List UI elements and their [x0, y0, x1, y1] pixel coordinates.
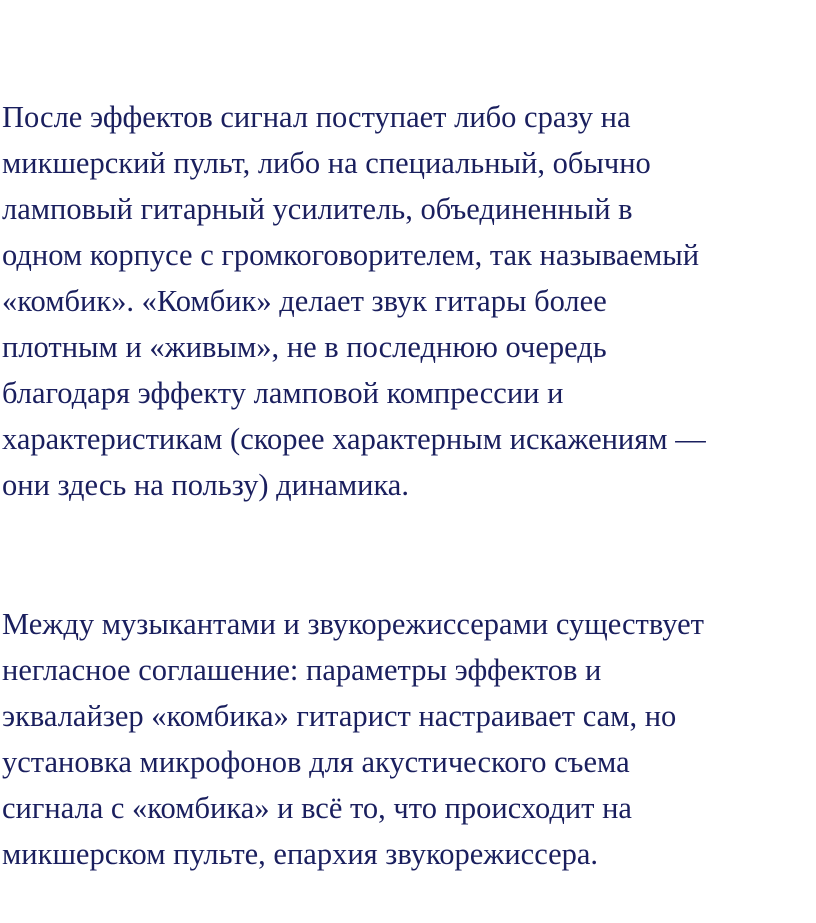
text-line: «комбик». «Комбик» делает звук гитары более	[2, 284, 607, 318]
text-line: плотным и «живым», не в последнюю очередь	[2, 330, 607, 364]
text-line: эквалайзер «комбика» гитарист настраивает сам, но	[2, 699, 677, 733]
text-line: сигнала с «комбика» и всё то, что происходит на	[2, 791, 632, 825]
text-line: После эффектов сигнал поступает либо сразу на	[2, 100, 631, 134]
text-line: установка микрофонов для акустического съема	[2, 745, 630, 779]
text-line: благодаря эффекту ламповой компрессии и	[2, 376, 564, 410]
text-line: микшерский пульт, либо на специальный, обычно	[2, 146, 651, 180]
paragraph-combo-amplifier	[2, 94, 814, 508]
text-line: одном корпусе с громкоговорителем, так называемый	[2, 238, 700, 272]
text-line: характеристикам (скорее характерным искажениям —	[2, 422, 706, 456]
text-line: негласное соглашение: параметры эффектов и	[2, 653, 602, 687]
text-line: микшерском пульте, епархия звукорежиссера.	[2, 837, 599, 871]
text-line: ламповый гитарный усилитель, объединенный в	[2, 192, 633, 226]
paragraph-agreement	[2, 601, 814, 877]
text-line: Между музыкантами и звукорежиссерами существует	[2, 607, 704, 641]
text-line: они здесь на пользу) динамика.	[2, 468, 409, 502]
